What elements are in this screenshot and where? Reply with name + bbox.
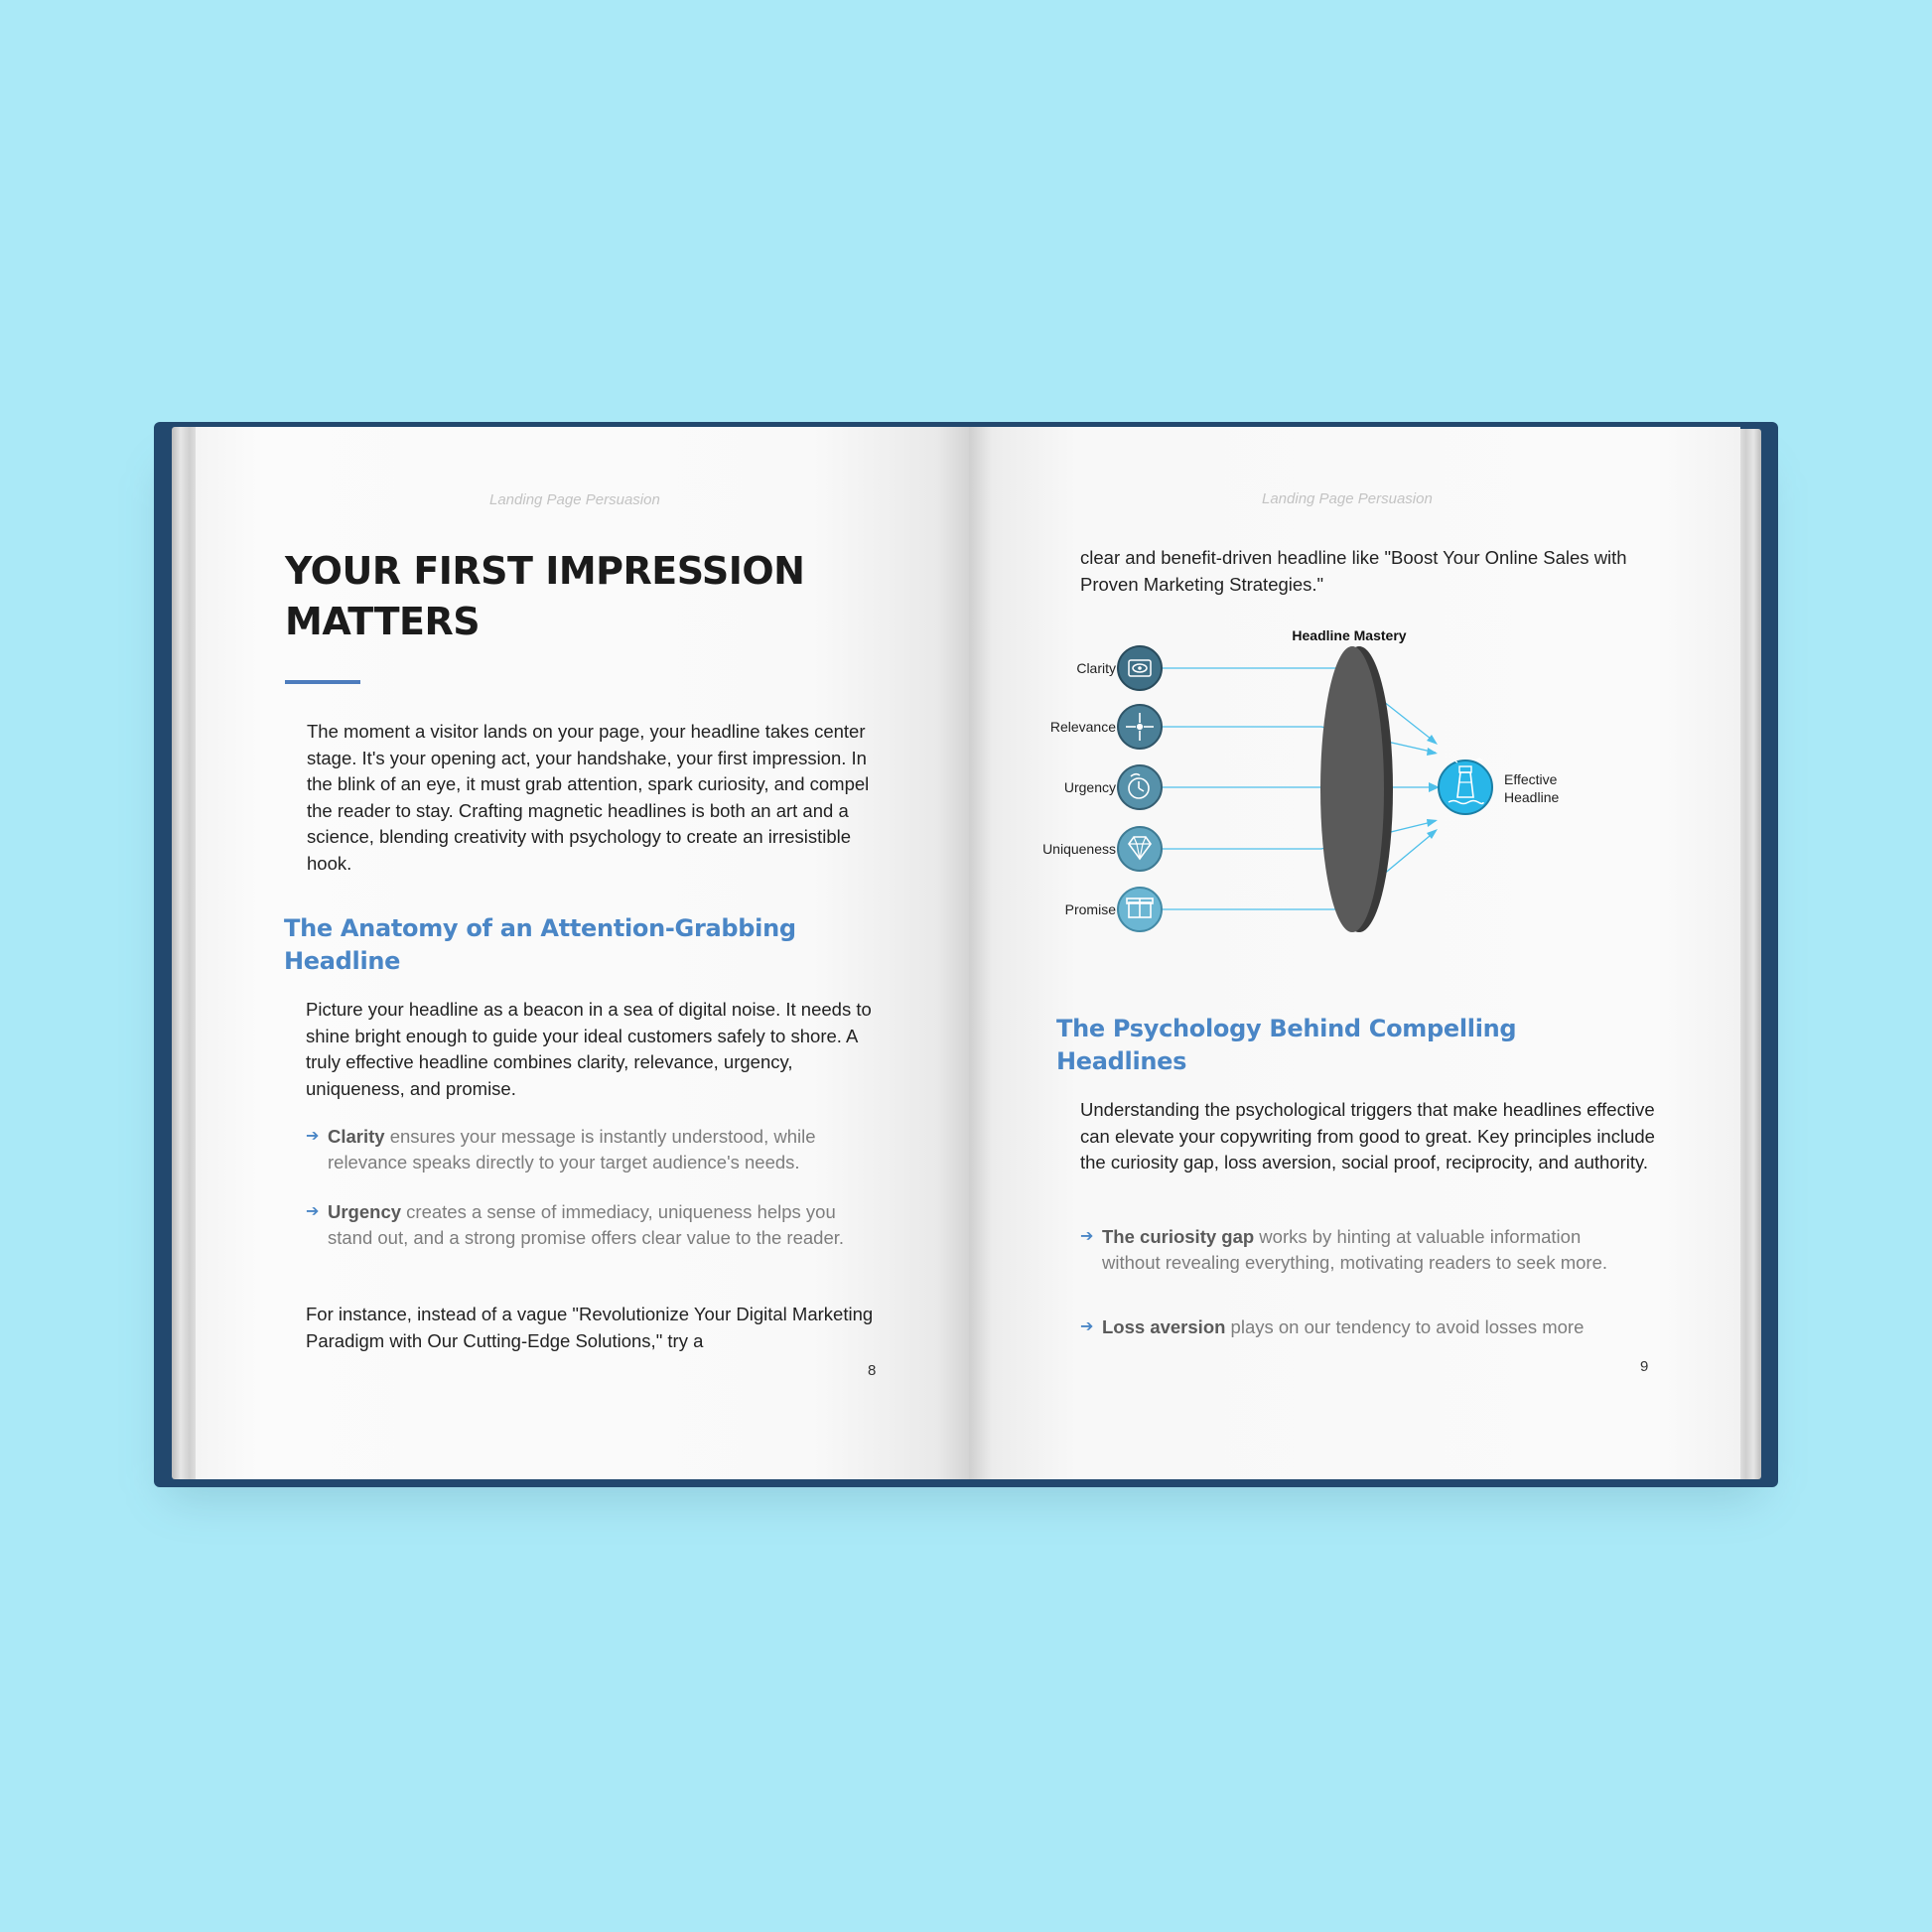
diagram-label: Clarity	[1076, 660, 1116, 676]
continued-paragraph: clear and benefit-driven headline like "Boost Your Online Sales with Proven Marketing Strategies."	[1080, 547, 1627, 595]
diagram-title: Headline Mastery	[1292, 627, 1407, 643]
closing-paragraph: For instance, instead of a vague "Revolutionize Your Digital Marketing Paradigm with Our Cutting-Edge Solutions," try a	[306, 1304, 874, 1351]
intro-paragraph: The moment a visitor lands on your page, your headline takes center stage. It's your opening act, your handshake, your first impression. In the blink of an eye, it must grab attention, spark curiosity, and compel the reader to stay. Crafting magnetic headlines is both an art and a science, blending creativity with psychology to create an irresistible hook.	[307, 721, 870, 874]
diagram-label: Promise	[1064, 901, 1116, 917]
page-number: 8	[868, 1362, 877, 1379]
lens-shape	[1320, 646, 1393, 932]
arrow-right-icon: ➔	[1080, 1228, 1094, 1245]
bullet-item: ➔ The curiosity gap works by hinting at valuable information without revealing everything, motivating readers to seek more.	[1080, 1226, 1608, 1273]
arrow-right-icon: ➔	[1080, 1318, 1094, 1335]
diamond-icon	[1118, 827, 1162, 871]
diagram-label: Relevance	[1049, 719, 1116, 735]
gift-box-icon	[1118, 888, 1162, 931]
arrows-converge-icon	[1118, 705, 1162, 749]
right-page	[969, 427, 1740, 1479]
eye-icon	[1118, 646, 1162, 690]
chapter-title	[285, 546, 841, 647]
section-paragraph: Understanding the psychological triggers that make headlines effective can elevate your copywriting from good to great. Key principles include the curiosity gap, loss aversion, social proof, reciprocity, and authority.	[1080, 1099, 1655, 1173]
clock-icon	[1118, 765, 1162, 809]
page-number: 9	[1640, 1358, 1649, 1375]
section-heading-line1: The Anatomy of an Attention-Grabbing	[284, 914, 796, 942]
chapter-title-line1: YOUR FIRST IMPRESSION	[285, 549, 805, 593]
section-heading	[284, 912, 880, 978]
arrow-right-icon: ➔	[306, 1203, 320, 1220]
lighthouse-icon	[1439, 759, 1492, 814]
connector-lines	[1158, 668, 1436, 909]
bullet-item: ➔ Clarity ensures your message is instantly understood, while relevance speaks directly to your target audience's needs.	[306, 1126, 816, 1173]
diagram-label: Urgency	[1063, 779, 1116, 795]
section-heading-line2: Headlines	[1056, 1047, 1187, 1075]
section-heading	[1056, 1013, 1652, 1078]
output-label-line1: Effective	[1504, 771, 1558, 787]
output-label-line2: Headline	[1504, 789, 1560, 805]
running-header: Landing Page Persuasion	[1262, 490, 1433, 507]
title-underline	[285, 680, 360, 684]
bullet-item: ➔ Urgency creates a sense of immediacy, uniqueness helps you stand out, and a strong promise offers clear value to the reader.	[306, 1201, 845, 1248]
chapter-title-line2: MATTERS	[285, 600, 481, 643]
headline-mastery-diagram	[1042, 625, 1614, 953]
arrow-right-icon: ➔	[306, 1128, 320, 1145]
bullet-item: ➔ Loss aversion plays on our tendency to avoid losses more	[1102, 1314, 1658, 1340]
running-header: Landing Page Persuasion	[489, 491, 660, 508]
section-heading-line1: The Psychology Behind Compelling	[1056, 1015, 1517, 1042]
section-heading-line2: Headline	[284, 947, 401, 975]
diagram-label: Uniqueness	[1042, 841, 1116, 857]
section-paragraph: Picture your headline as a beacon in a sea of digital noise. It needs to shine bright enough to guide your ideal customers safely to shore. A truly effective headline combines clarity, relevance, urgency, uniqueness, and promise.	[306, 999, 872, 1099]
left-page	[196, 427, 969, 1479]
